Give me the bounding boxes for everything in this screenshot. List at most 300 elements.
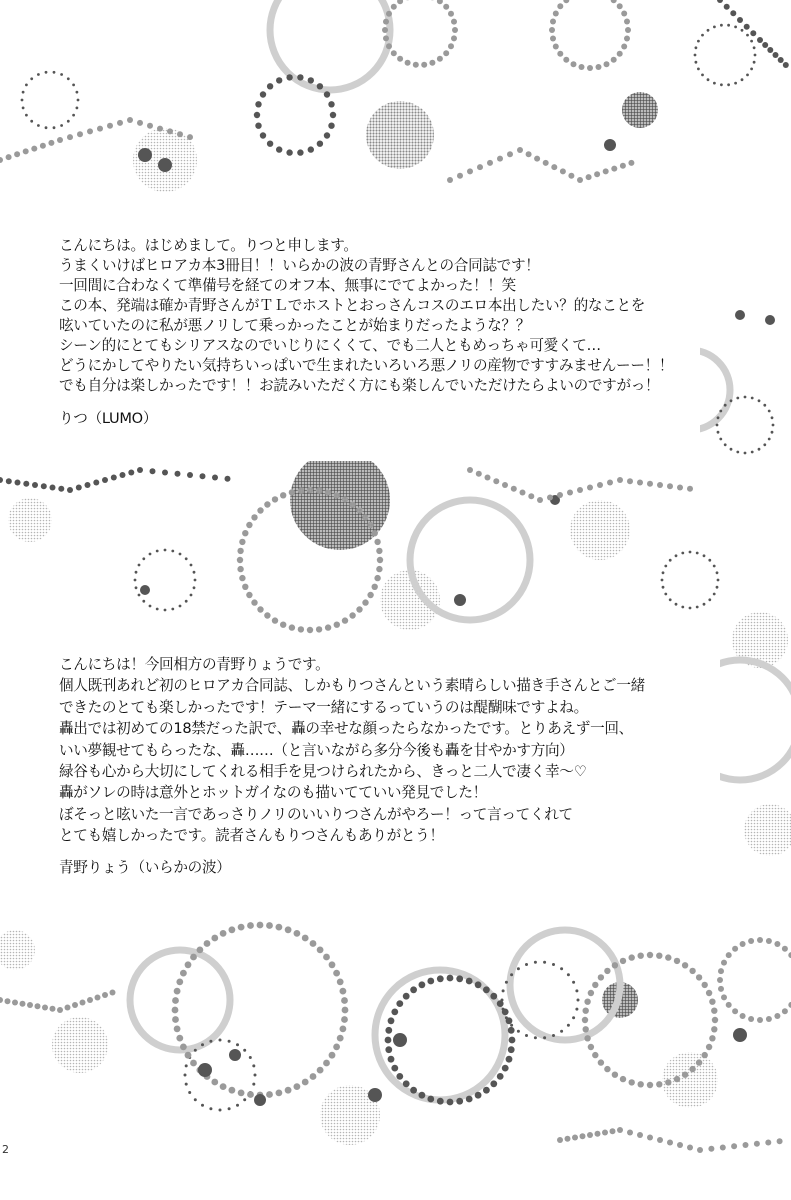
dot-chain	[778, 57, 784, 63]
cross-ring	[138, 564, 141, 567]
dot-chain	[647, 481, 653, 487]
dot-chain	[617, 1127, 623, 1133]
dot-ring	[388, 1017, 395, 1024]
halftone-disc	[8, 498, 52, 542]
dot-ring	[665, 954, 671, 960]
dot-ring	[624, 19, 630, 25]
cross-ring	[185, 1083, 188, 1086]
scatter-dot	[393, 1033, 407, 1047]
cross-ring	[707, 29, 710, 32]
dot-ring	[711, 1008, 717, 1014]
dot-chain	[587, 485, 593, 491]
cross-ring	[567, 1024, 570, 1027]
dot-chain	[717, 0, 723, 3]
dot-ring	[549, 27, 555, 33]
dot-chain	[586, 174, 592, 180]
dot-ring	[682, 962, 688, 968]
dot-chain	[560, 168, 566, 174]
message-line: 緑谷も心から大切にしてくれる相手を見つけられたから、きっと二人で凄く幸～♡	[59, 763, 587, 780]
dot-chain	[127, 117, 133, 123]
dot-ring	[452, 27, 458, 33]
dot-chain	[42, 1005, 48, 1011]
cross-ring	[734, 26, 737, 29]
cross-ring	[560, 1030, 563, 1033]
cross-ring	[135, 586, 138, 589]
dot-ring	[307, 487, 313, 493]
dot-ring	[437, 975, 444, 982]
dot-ring	[317, 1067, 324, 1074]
scatter-dot	[765, 315, 775, 325]
dot-ring	[625, 27, 631, 33]
dot-ring	[176, 1035, 183, 1042]
cross-ring	[164, 549, 167, 552]
cross-ring	[30, 120, 33, 123]
dot-ring	[264, 612, 270, 618]
dot-chain	[677, 485, 683, 491]
dot-ring	[317, 947, 324, 954]
dot-ring	[403, 1080, 410, 1087]
cross-ring	[243, 1049, 246, 1052]
dot-ring	[272, 617, 278, 623]
dot-ring	[396, 1000, 403, 1007]
cross-ring	[713, 593, 716, 596]
dot-ring	[185, 1052, 192, 1059]
dot-chain	[6, 154, 12, 160]
dot-chain	[595, 1131, 601, 1137]
cross-ring	[254, 1074, 257, 1077]
dot-ring	[349, 501, 355, 507]
dot-ring	[483, 986, 490, 993]
cross-ring	[662, 586, 665, 589]
cross-ring	[695, 46, 698, 49]
dot-chain	[511, 486, 517, 492]
dot-ring	[689, 968, 695, 974]
dot-chain	[41, 483, 47, 489]
dot-ring	[237, 566, 243, 572]
cross-ring	[505, 981, 508, 984]
cross-ring	[194, 579, 197, 582]
dot-chain	[23, 481, 29, 487]
cross-ring	[76, 107, 79, 110]
dot-ring	[349, 612, 355, 618]
dot-ring	[376, 548, 382, 554]
cross-ring	[572, 981, 575, 984]
cross-ring	[179, 553, 182, 556]
dot-ring	[588, 1044, 594, 1050]
dot-ring	[774, 941, 780, 947]
cross-ring	[713, 26, 716, 29]
dot-ring	[583, 1026, 589, 1032]
cross-ring	[575, 989, 578, 992]
dot-ring	[386, 11, 392, 17]
dot-ring	[329, 1052, 336, 1059]
dot-ring	[362, 599, 368, 605]
page-number: 2	[2, 1143, 9, 1156]
dot-ring	[383, 19, 389, 25]
dot-ring	[579, 64, 585, 70]
dot-ring	[740, 1013, 746, 1019]
cross-ring	[713, 82, 716, 85]
cross-ring	[751, 397, 754, 400]
dot-ring	[242, 530, 248, 536]
dot-ring	[782, 946, 788, 952]
dot-ring	[475, 1092, 482, 1099]
dot-ring	[294, 930, 301, 937]
cross-ring	[243, 1098, 246, 1101]
dot-chain	[77, 131, 83, 137]
dot-ring	[385, 1046, 392, 1053]
dot-ring	[583, 1008, 589, 1014]
dot-chain	[65, 1005, 71, 1011]
dot-chain	[547, 495, 553, 501]
dot-ring	[502, 1065, 509, 1072]
dot-chain	[783, 62, 789, 68]
dot-ring	[717, 977, 723, 983]
dot-chain	[708, 1146, 714, 1152]
dot-chain	[57, 137, 63, 143]
dot-ring	[316, 626, 322, 632]
dot-ring	[638, 953, 644, 959]
dot-ring	[340, 1026, 347, 1033]
cross-ring	[716, 571, 719, 574]
dot-ring	[604, 1066, 610, 1072]
dot-ring	[557, 3, 563, 9]
dot-ring	[617, 51, 623, 57]
dot-chain	[757, 37, 763, 43]
dot-chain	[647, 1135, 653, 1141]
dot-ring	[647, 1082, 653, 1088]
cross-ring	[209, 1040, 212, 1043]
message-line: シーン的にとてもシリアスなのでいじりにくくて、でも二人ともめっちゃ可愛くて…	[59, 337, 601, 354]
dot-chain	[447, 177, 453, 183]
cross-ring	[22, 91, 25, 94]
cross-ring	[771, 416, 774, 419]
cross-ring	[77, 99, 80, 102]
dot-chain	[777, 1138, 783, 1144]
cross-ring	[25, 84, 28, 87]
dot-ring	[276, 146, 282, 152]
dot-ring	[757, 937, 763, 943]
cross-ring	[45, 126, 48, 129]
dot-chain	[743, 1142, 749, 1148]
cross-ring	[501, 999, 504, 1002]
dot-ring	[297, 74, 303, 80]
dot-ring	[247, 922, 254, 929]
dot-chain	[637, 1132, 643, 1138]
dot-ring	[286, 74, 292, 80]
dot-ring	[702, 1052, 708, 1058]
dot-ring	[721, 960, 727, 966]
dot-ring	[443, 4, 449, 10]
dot-ring	[629, 954, 635, 960]
dot-chain	[5, 998, 11, 1004]
dot-ring	[302, 1079, 309, 1086]
dot-ring	[197, 947, 204, 954]
dot-ring	[190, 954, 197, 961]
cross-ring	[697, 68, 700, 71]
dot-ring	[316, 487, 322, 493]
cross-ring	[190, 564, 193, 567]
dot-ring	[362, 514, 368, 520]
dot-chain	[187, 134, 193, 140]
cross-ring	[763, 443, 766, 446]
cross-ring	[194, 1098, 197, 1101]
cross-ring	[25, 114, 28, 117]
dot-ring	[308, 77, 314, 83]
cross-ring	[236, 1043, 239, 1046]
dot-ring	[289, 489, 295, 495]
dot-ring	[254, 112, 260, 118]
dot-chain	[58, 486, 64, 492]
scatter-dot	[368, 1088, 382, 1102]
cross-ring	[662, 571, 665, 574]
cross-ring	[552, 963, 555, 966]
cross-ring	[719, 438, 722, 441]
cross-ring	[758, 448, 761, 451]
dot-chain	[40, 143, 46, 149]
dot-ring	[337, 1035, 344, 1042]
dot-chain	[493, 478, 499, 484]
cross-ring	[701, 74, 704, 77]
cross-ring	[720, 24, 723, 27]
dot-ring	[718, 986, 724, 992]
cross-ring	[707, 78, 710, 81]
dot-ring	[180, 970, 187, 977]
dot-ring	[297, 149, 303, 155]
cross-ring	[190, 594, 193, 597]
dot-ring	[172, 997, 179, 1004]
dot-ring	[706, 990, 712, 996]
dot-chain	[597, 482, 603, 488]
dot-ring	[571, 61, 577, 67]
dot-ring	[702, 982, 708, 988]
dot-ring	[447, 1099, 454, 1106]
cross-ring	[751, 451, 754, 454]
dot-ring	[621, 44, 627, 50]
dot-chain	[32, 482, 38, 488]
dot-chain	[657, 482, 663, 488]
dot-chain	[607, 480, 613, 486]
dot-ring	[372, 584, 378, 590]
cross-ring	[135, 571, 138, 574]
message-line: 轟出では初めての18禁だった訳で、轟の幸せな顔ったらなかったです。とりあえず一回、	[59, 720, 633, 738]
dot-ring	[266, 922, 273, 929]
dot-chain	[457, 173, 463, 179]
dot-chain	[737, 17, 743, 23]
dot-ring	[190, 1060, 197, 1067]
cross-ring	[734, 82, 737, 85]
dot-chain	[617, 477, 623, 483]
dot-ring	[386, 43, 392, 49]
cross-ring	[142, 557, 145, 560]
scatter-dot	[454, 594, 466, 606]
dot-ring	[329, 961, 336, 968]
dot-ring	[267, 141, 273, 147]
dot-ring	[391, 50, 397, 56]
dot-chain	[15, 480, 21, 486]
dot-ring	[285, 926, 292, 933]
dot-ring	[356, 606, 362, 612]
cross-ring	[708, 559, 711, 562]
dot-chain	[628, 160, 634, 166]
message-line: この本、発端は確か青野さんがＴＬでホストとおっさんコスのエロ本出したい？的なことを	[59, 297, 646, 314]
cross-ring	[681, 606, 684, 609]
dot-ring	[483, 1087, 490, 1094]
dot-ring	[674, 1076, 680, 1082]
dot-chain	[177, 131, 183, 137]
dot-ring	[490, 1080, 497, 1087]
dot-chain	[162, 470, 168, 476]
dot-ring	[220, 930, 227, 937]
dot-ring	[267, 83, 273, 89]
dot-chain	[76, 485, 82, 491]
dot-ring	[174, 1026, 181, 1033]
cross-ring	[525, 963, 528, 966]
halftone-disc	[622, 92, 658, 128]
dot-ring	[617, 3, 623, 9]
cross-ring	[567, 973, 570, 976]
dot-ring	[391, 1065, 398, 1072]
cross-ring	[22, 107, 25, 110]
dot-chain	[730, 10, 736, 16]
dot-chain	[12, 1000, 18, 1006]
cross-ring	[697, 40, 700, 43]
dot-ring	[592, 1052, 598, 1058]
dot-ring	[255, 101, 261, 107]
cross-ring	[552, 1034, 555, 1037]
scatter-dot	[140, 585, 150, 595]
dot-ring	[374, 539, 380, 545]
cross-ring	[753, 61, 756, 64]
dot-ring	[709, 1035, 715, 1041]
cross-ring	[768, 410, 771, 413]
dot-ring	[310, 1073, 317, 1080]
dot-ring	[308, 146, 314, 152]
dot-ring	[456, 1098, 463, 1105]
dot-ring	[294, 1083, 301, 1090]
dot-ring	[553, 11, 559, 17]
dot-ring	[342, 1007, 349, 1014]
dot-ring	[592, 982, 598, 988]
cross-ring	[575, 1008, 578, 1011]
scatter-dot	[733, 1028, 747, 1042]
dot-chain	[502, 482, 508, 488]
dot-chain	[687, 1145, 693, 1151]
dot-ring	[429, 60, 435, 66]
dot-ring	[709, 999, 715, 1005]
dot-chain	[14, 151, 20, 157]
cross-ring	[727, 24, 730, 27]
dot-ring	[774, 1013, 780, 1019]
dot-ring	[255, 123, 261, 129]
dot-chain	[567, 490, 573, 496]
dot-ring	[264, 501, 270, 507]
scatter-dot	[604, 139, 616, 151]
dot-chain	[6, 478, 12, 484]
dot-ring	[382, 27, 388, 33]
dot-chain	[667, 1140, 673, 1146]
cross-ring	[67, 77, 70, 80]
message-line: うまくいけばヒロアカ本3冊目！！いらかの波の青野さんとの合同誌です！	[59, 257, 540, 274]
dot-ring	[237, 548, 243, 554]
dot-ring	[706, 1044, 712, 1050]
scatter-dot	[158, 158, 172, 172]
dot-chain	[0, 157, 3, 163]
dot-ring	[674, 958, 680, 964]
dot-chain	[117, 120, 123, 126]
cross-ring	[543, 961, 546, 964]
cross-ring	[689, 607, 692, 610]
cross-ring	[736, 451, 739, 454]
dot-chain	[731, 1143, 737, 1149]
dot-ring	[251, 514, 257, 520]
dot-ring	[682, 1072, 688, 1078]
message-line: 個人既刊あれど初のヒロアカ合同誌、しかもりつさんという素晴らしい描き手さんとご一緒	[59, 677, 645, 695]
dot-ring	[497, 1073, 504, 1080]
dot-ring	[298, 487, 304, 493]
dot-chain	[773, 52, 779, 58]
cross-ring	[694, 54, 697, 57]
dot-ring	[324, 132, 330, 138]
dot-ring	[596, 64, 602, 70]
dot-ring	[276, 1090, 283, 1097]
cross-ring	[695, 61, 698, 64]
dot-ring	[280, 492, 286, 498]
ring-outline	[410, 500, 530, 620]
dot-ring	[732, 946, 738, 952]
dot-chain	[568, 173, 574, 179]
dot-ring	[377, 557, 383, 563]
dot-chain	[157, 126, 163, 132]
cross-ring	[675, 554, 678, 557]
dot-chain	[507, 151, 513, 157]
dot-ring	[220, 1083, 227, 1090]
cross-ring	[236, 1104, 239, 1107]
cross-ring	[577, 999, 580, 1002]
cross-ring	[741, 29, 744, 32]
dot-ring	[260, 91, 266, 97]
dot-chain	[767, 47, 773, 53]
dot-ring	[176, 979, 183, 986]
dot-chain	[175, 471, 181, 477]
cross-ring	[661, 579, 664, 582]
dot-chain	[0, 997, 3, 1003]
dot-ring	[598, 974, 604, 980]
cross-ring	[669, 559, 672, 562]
message-line: とても嬉しかったです。読者さんもりつさんもありがとう！	[59, 827, 444, 845]
dot-ring	[342, 496, 348, 502]
cross-ring	[750, 68, 753, 71]
dot-ring	[466, 1096, 473, 1103]
dot-ring	[276, 924, 283, 931]
dot-ring	[211, 935, 218, 942]
dot-ring	[611, 57, 617, 63]
dot-ring	[257, 606, 263, 612]
dot-ring	[721, 994, 727, 1000]
dot-chain	[697, 1147, 703, 1153]
dot-ring	[726, 1002, 732, 1008]
dot-ring	[427, 978, 434, 985]
cross-ring	[720, 83, 723, 86]
message-line: ぼそっと呟いた一言であっさりノリのいいりつさんがやろー！って言ってくれて	[59, 805, 573, 823]
cross-ring	[753, 46, 756, 49]
cross-ring	[185, 600, 188, 603]
dot-ring	[466, 978, 473, 985]
cross-ring	[185, 1064, 188, 1067]
cross-ring	[754, 54, 757, 57]
cross-ring	[534, 1036, 537, 1039]
cross-ring	[701, 34, 704, 37]
